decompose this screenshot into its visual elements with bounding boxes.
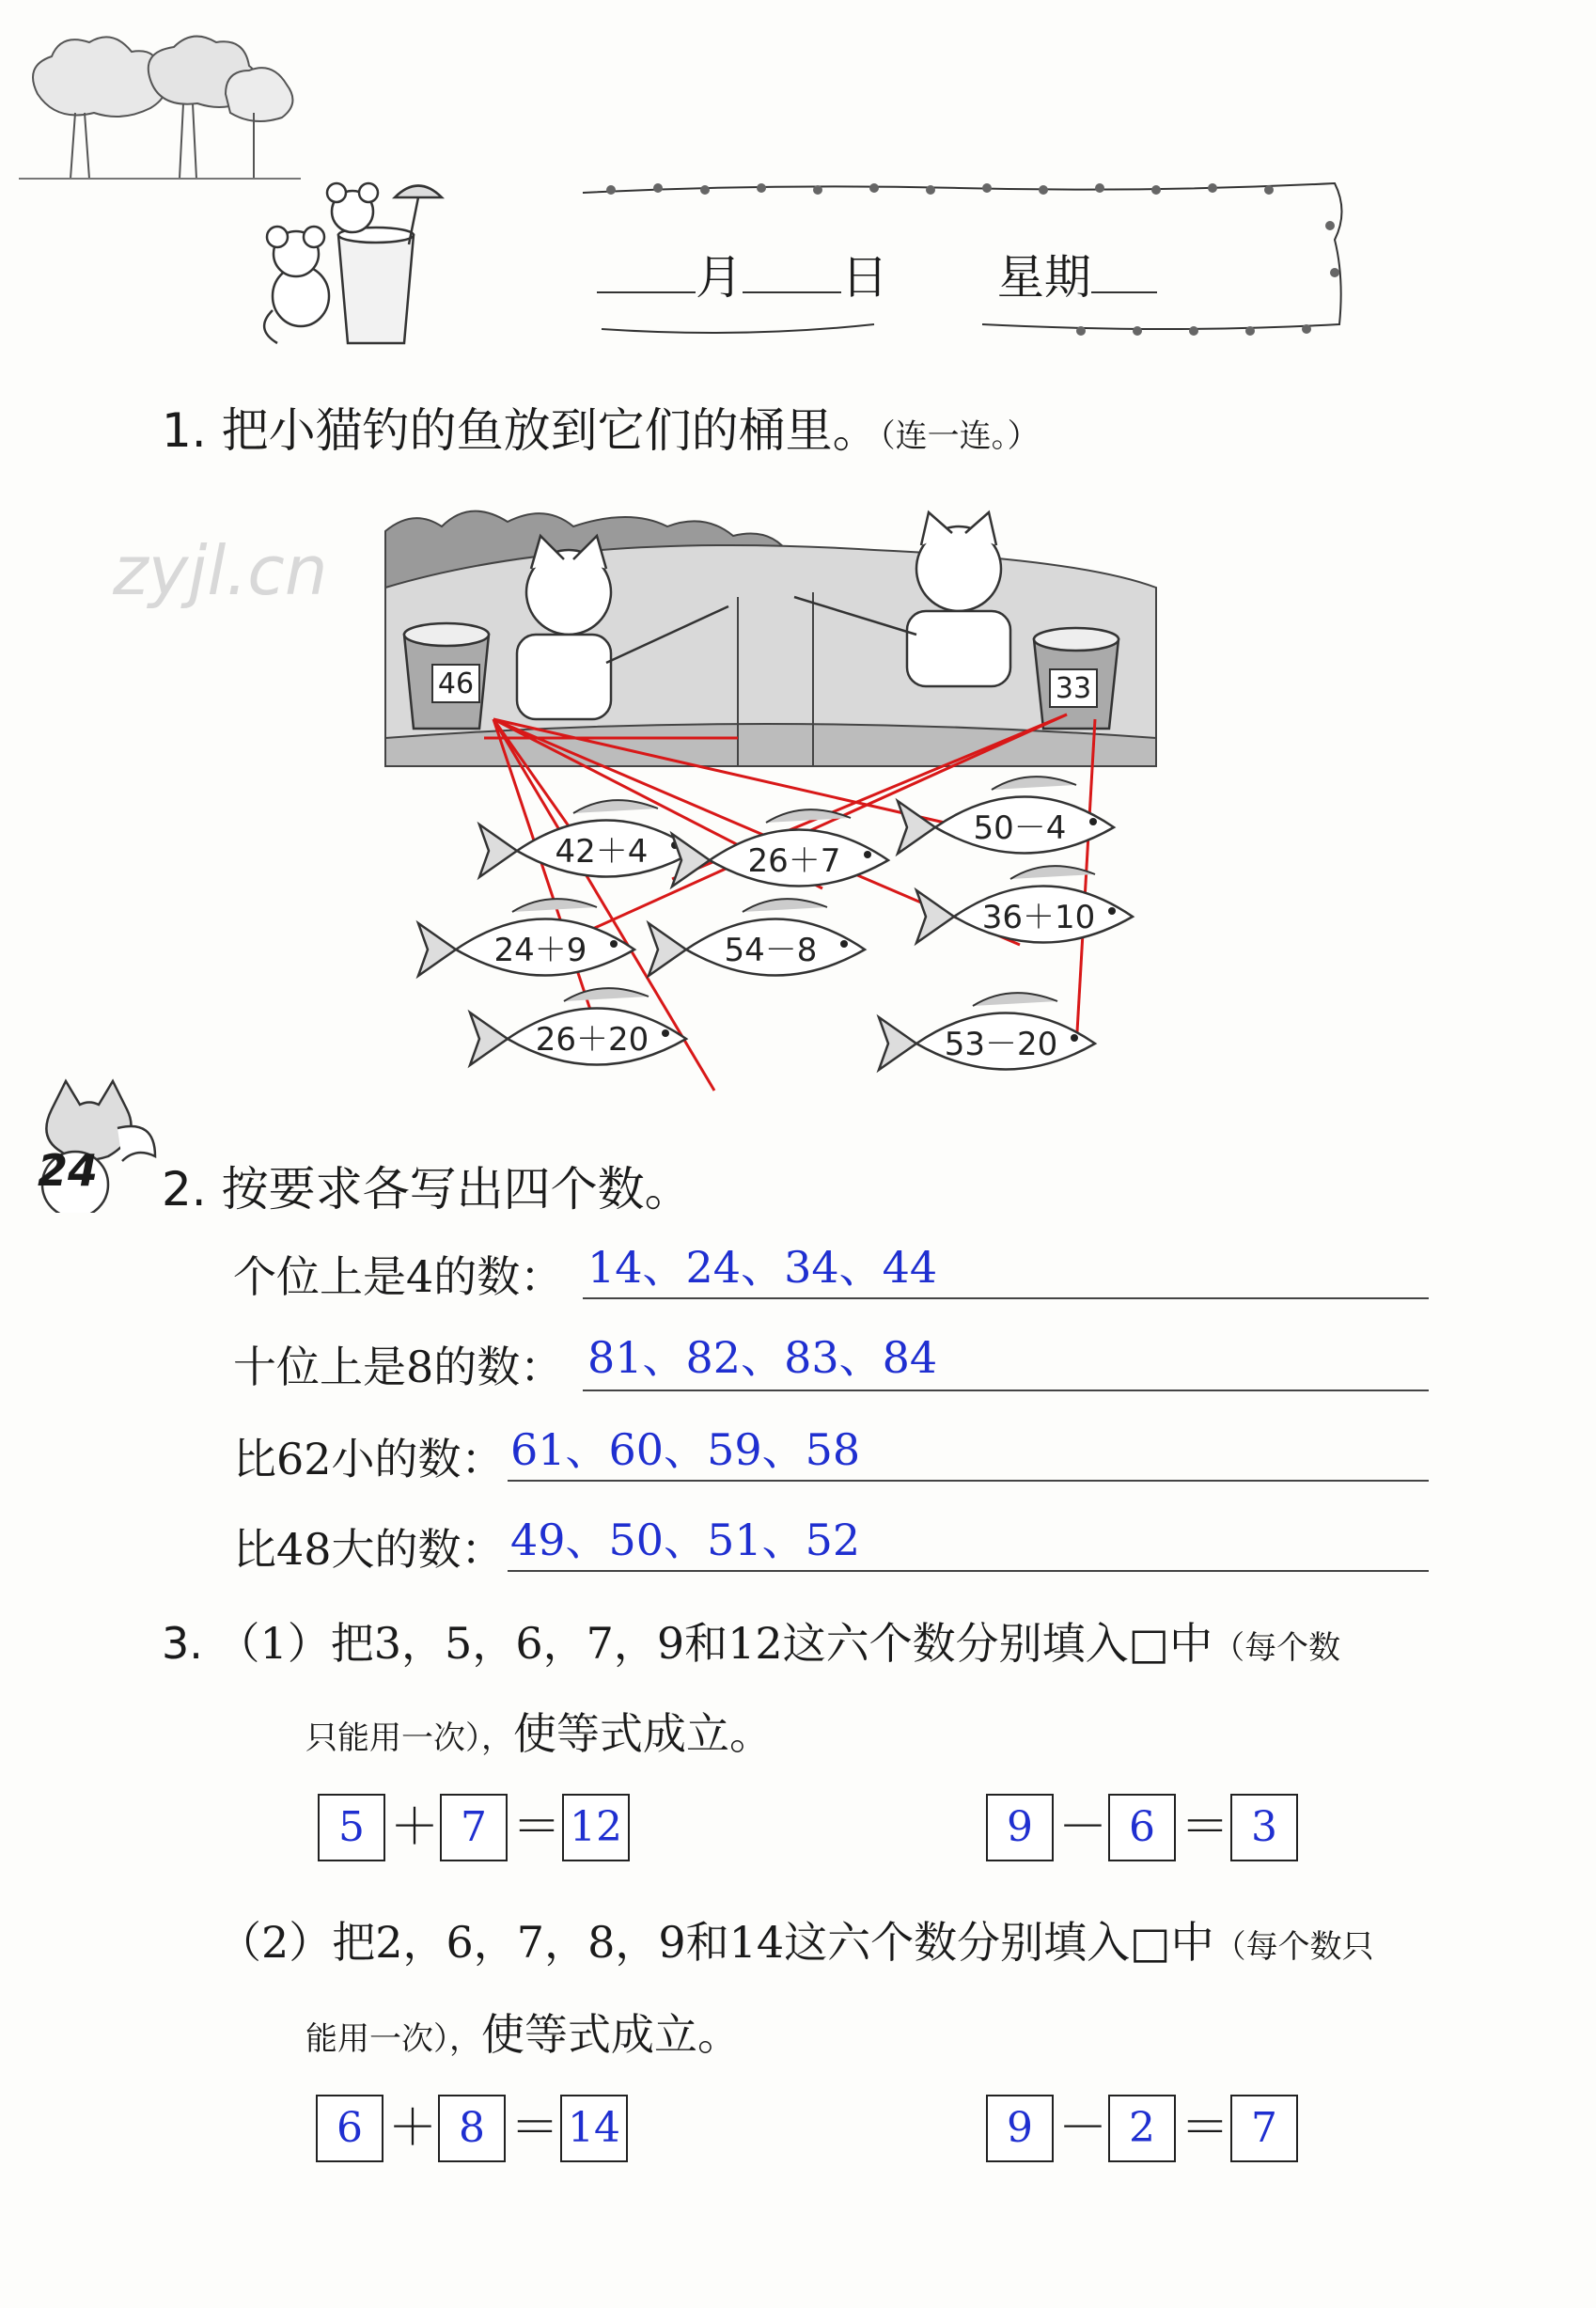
question-3-number: 3. bbox=[162, 1618, 203, 1669]
fish[interactable] bbox=[898, 777, 1114, 854]
equals-sign: ＝ bbox=[510, 2100, 560, 2157]
q3-part-1-note-b: 只能用一次）， bbox=[305, 1719, 513, 1757]
question-3-part-1 bbox=[162, 1609, 1340, 1672]
q2-row-1-label: 个位上是4的数： bbox=[233, 1251, 564, 1302]
q2-row-4-line bbox=[508, 1570, 1429, 1572]
day-label: 日 bbox=[841, 250, 888, 305]
fish[interactable] bbox=[879, 993, 1095, 1070]
q3-2-sub-box-2[interactable]: 2 bbox=[1108, 2095, 1176, 2162]
q3-part-2-text: （2）把2，6，7，8，9和14这六个数分别填入□中 bbox=[218, 1917, 1214, 1968]
q3-part-2-text-2: 使等式成立。 bbox=[481, 2009, 741, 2060]
fish-label: 42＋4 bbox=[555, 833, 649, 871]
fish[interactable] bbox=[649, 899, 865, 976]
fishing-scene bbox=[381, 503, 1241, 1114]
q3-1-add-box-1[interactable]: 5 bbox=[318, 1794, 385, 1861]
q3-1-sub-box-3[interactable]: 3 bbox=[1230, 1794, 1298, 1861]
q3-part-2-note-a: （每个数只 bbox=[1213, 1928, 1374, 1966]
question-2-text: 按要求各写出四个数。 bbox=[221, 1162, 692, 1217]
question-3-part-2 bbox=[218, 1908, 1374, 1970]
fish[interactable] bbox=[470, 988, 686, 1065]
fish[interactable] bbox=[916, 866, 1133, 943]
minus-sign: － bbox=[1058, 1799, 1108, 1856]
q2-row-3-label: 比62小的数： bbox=[233, 1434, 505, 1484]
q3-1-add-box-2[interactable]: 7 bbox=[440, 1794, 508, 1861]
weekday-label: 星期 bbox=[996, 250, 1091, 305]
q2-row-2-line bbox=[583, 1390, 1429, 1391]
q2-row-2-label: 十位上是8的数： bbox=[233, 1342, 564, 1392]
fish-label: 26＋20 bbox=[535, 1021, 649, 1059]
bucket-33-label: 33 bbox=[1055, 672, 1092, 705]
trees-illustration bbox=[19, 28, 301, 183]
q3-2-sub-box-1[interactable]: 9 bbox=[986, 2095, 1054, 2162]
q2-row-3-line bbox=[508, 1480, 1429, 1482]
fish[interactable] bbox=[418, 899, 634, 976]
q3-2-sub-box-3[interactable]: 7 bbox=[1230, 2095, 1298, 2162]
question-1-note: （连一连。） bbox=[879, 417, 1040, 455]
day-blank[interactable] bbox=[743, 291, 841, 293]
q3-part-1-text: （1）把3，5，6，7，9和12这六个数分别填入□中 bbox=[216, 1618, 1213, 1669]
watermark: zyjl.cn bbox=[113, 531, 328, 610]
q2-row-1-line bbox=[583, 1297, 1429, 1299]
page-number: 24 bbox=[38, 1145, 99, 1196]
q3-part-1-note-a: （每个数 bbox=[1213, 1629, 1341, 1667]
fish-label: 26＋7 bbox=[747, 842, 841, 880]
question-1-number: 1. bbox=[162, 403, 207, 458]
bucket-33 bbox=[1034, 628, 1119, 729]
bucket-46-label: 46 bbox=[437, 667, 475, 700]
month-label: 月 bbox=[696, 250, 743, 305]
date-line bbox=[597, 240, 1157, 307]
question-1 bbox=[162, 393, 1040, 461]
equals-sign: ＝ bbox=[1181, 1799, 1230, 1856]
q3-1-sub-box-1[interactable]: 9 bbox=[986, 1794, 1054, 1861]
q3-1-add-box-3[interactable]: 12 bbox=[562, 1794, 630, 1861]
question-2-number: 2. bbox=[162, 1162, 207, 1217]
bucket-46 bbox=[404, 623, 489, 729]
plus-sign: ＋ bbox=[388, 2100, 438, 2157]
fish-label: 54－8 bbox=[724, 932, 818, 969]
fish[interactable] bbox=[672, 809, 888, 887]
month-blank[interactable] bbox=[597, 291, 696, 293]
fish[interactable] bbox=[479, 800, 696, 877]
q3-part-2-note-b: 能用一次）， bbox=[305, 2020, 481, 2058]
q2-row-4-label: 比48大的数： bbox=[233, 1524, 505, 1575]
q3-2-add-box-1[interactable]: 6 bbox=[316, 2095, 383, 2162]
q3-part-1-text-2: 使等式成立。 bbox=[513, 1708, 773, 1759]
minus-sign: － bbox=[1058, 2100, 1108, 2157]
mice-bucket-illustration bbox=[254, 179, 461, 357]
q2-row-4-answer[interactable]: 49、50、51、52 bbox=[510, 1515, 861, 1565]
equals-sign: ＝ bbox=[512, 1799, 562, 1856]
q3-part-2-line-2 bbox=[305, 2001, 741, 2063]
q3-2-add-box-3[interactable]: 14 bbox=[560, 2095, 628, 2162]
q2-row-3-answer[interactable]: 61、60、59、58 bbox=[510, 1424, 861, 1475]
q2-row-1-answer[interactable]: 14、24、34、44 bbox=[587, 1242, 938, 1293]
fish-label: 24＋9 bbox=[493, 932, 587, 969]
fish-label: 36＋10 bbox=[981, 899, 1096, 936]
fish-label: 53－20 bbox=[944, 1026, 1058, 1063]
fish-label: 50－4 bbox=[973, 809, 1067, 847]
question-1-text: 把小猫钓的鱼放到它们的桶里。 bbox=[221, 403, 880, 458]
q3-2-add-box-2[interactable]: 8 bbox=[438, 2095, 506, 2162]
plus-sign: ＋ bbox=[390, 1799, 440, 1856]
equals-sign: ＝ bbox=[1181, 2100, 1230, 2157]
weekday-blank[interactable] bbox=[1091, 291, 1157, 293]
q3-part-1-line-2 bbox=[305, 1700, 773, 1762]
q3-1-sub-box-2[interactable]: 6 bbox=[1108, 1794, 1176, 1861]
q2-row-2-answer[interactable]: 81、82、83、84 bbox=[587, 1332, 938, 1383]
question-2 bbox=[162, 1152, 692, 1219]
